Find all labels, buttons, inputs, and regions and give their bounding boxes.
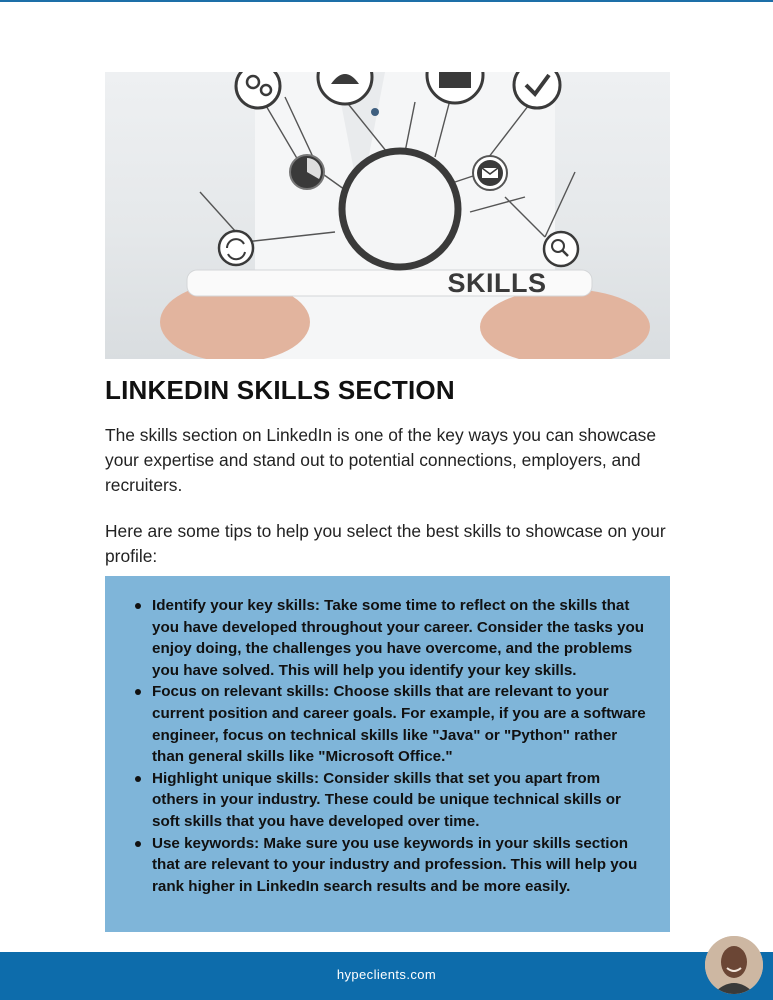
section-heading: LINKEDIN SKILLS SECTION <box>105 375 455 405</box>
list-item <box>135 833 650 898</box>
footer-bar <box>0 952 773 1000</box>
hero-image <box>105 72 670 359</box>
envelope-icon <box>473 156 507 190</box>
list-item <box>135 768 650 833</box>
avatar <box>705 936 763 994</box>
tip-text: Focus on relevant skills: Choose skills that are relevant to your current position and career goals. For example, if you are a software engineer, focus on technical skills like "Java" or "Python" rather than general skills like "Microsoft Office." <box>152 683 646 766</box>
list-item <box>135 681 650 767</box>
magnifier-icon <box>544 232 578 266</box>
tips-box <box>105 576 670 932</box>
bullet-icon <box>135 689 141 695</box>
list-item <box>135 595 650 681</box>
top-rule <box>0 0 773 2</box>
tips-list <box>135 595 650 897</box>
bullet-icon <box>135 841 141 847</box>
bullet-icon <box>135 603 141 609</box>
skills-center-circle <box>342 151 458 267</box>
checkmark-icon <box>514 72 560 108</box>
tip-text: Identify your key skills: Take some time to reflect on the skills that you have developed throughout your career. Consider the tasks you enjoy doing, the challenges you have overcome, and the problems you have solved. This will help you identify your key skills. <box>152 597 645 679</box>
refresh-icon <box>219 231 253 265</box>
tip-text: Highlight unique skills: Consider skills that set you apart from others in your industry. These could be unique technical skills or soft skills that you have developed over time. <box>152 769 621 830</box>
footer-site-link[interactable]: hypeclients.com <box>336 967 437 982</box>
intro-paragraph: The skills section on LinkedIn is one of the key ways you can showcase your expertise and stand out to potential connections, employers, and recruiters. <box>105 425 656 495</box>
bullet-icon <box>135 776 141 782</box>
skills-label: SKILLS <box>447 268 547 298</box>
chart-icon <box>290 155 324 189</box>
skills-network-illustration <box>105 72 670 359</box>
gears-icon <box>236 72 280 108</box>
tip-text: Use keywords: Make sure you use keywords in your skills section that are relevant to your industry and profession. This will help you rank higher in LinkedIn search results and be more easily. <box>152 834 638 895</box>
tips-intro-paragraph: Here are some tips to help you select the best skills to showcase on your profile: <box>105 521 666 566</box>
shirt-button <box>371 108 379 116</box>
